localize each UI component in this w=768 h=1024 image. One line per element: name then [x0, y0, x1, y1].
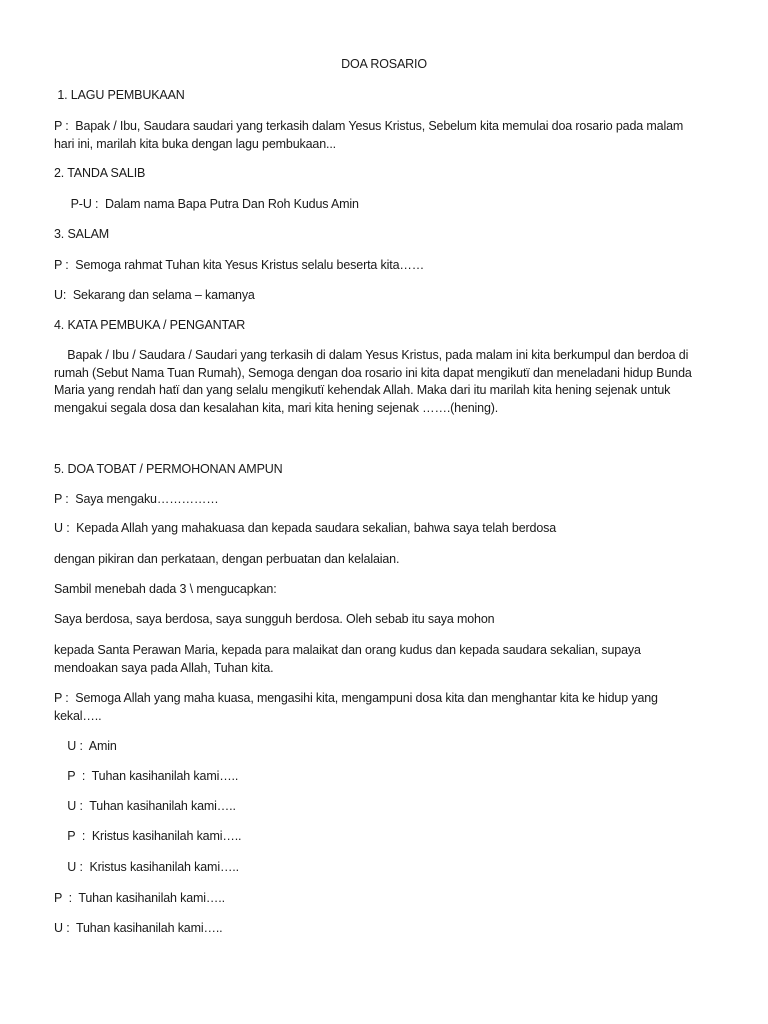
- response-line-4: P : Kristus kasihanilah kami…..: [54, 829, 242, 843]
- section-5-heading: 5. DOA TOBAT / PERMOHONAN AMPUN: [54, 462, 283, 476]
- section-4-line-1: Bapak / Ibu / Saudara / Saudari yang terkasih di dalam Yesus Kristus, pada malam ini kita berkumpul dan berdoa di: [54, 348, 689, 362]
- section-5-line-5: Saya berdosa, saya berdosa, saya sungguh berdosa. Oleh sebab itu saya mohon: [54, 612, 495, 626]
- section-2-heading: 2. TANDA SALIB: [54, 166, 146, 180]
- response-line-2: P : Tuhan kasihanilah kami…..: [54, 769, 239, 783]
- section-5-line-2: U : Kepada Allah yang mahakuasa dan kepada saudara sekalian, bahwa saya telah berdosa: [54, 521, 557, 535]
- section-5-line-1: P : Saya mengaku……………: [54, 492, 219, 506]
- response-line-1: U : Amin: [54, 739, 117, 753]
- response-line-7: U : Tuhan kasihanilah kami…..: [54, 921, 223, 935]
- section-4-line-2: rumah (Sebut Nama Tuan Rumah), Semoga dengan doa rosario ini kita dapat mengikutï dan meneladani hidup Bunda: [54, 366, 692, 380]
- section-3-line-1: P : Semoga rahmat Tuhan kita Yesus Kristus selalu beserta kita……: [54, 258, 425, 272]
- section-5-line-3: dengan pikiran dan perkataan, dengan perbuatan dan kelalaian.: [54, 552, 400, 566]
- response-line-6: P : Tuhan kasihanilah kami…..: [54, 891, 225, 905]
- section-4-line-3: Maria yang rendah hatï dan yang selalu mengikutï kehendak Allah. Maka dari itu marilah kita hening sejenak untuk: [54, 383, 671, 397]
- section-1-line-1: P : Bapak / Ibu, Saudara saudari yang terkasih dalam Yesus Kristus, Sebelum kita memulai doa rosario pada malam: [54, 119, 684, 133]
- section-1-line-2: hari ini, marilah kita buka dengan lagu pembukaan...: [54, 137, 336, 151]
- document-title: DOA ROSARIO: [341, 57, 427, 71]
- section-3-heading: 3. SALAM: [54, 227, 110, 241]
- section-5-line-6a: kepada Santa Perawan Maria, kepada para malaikat dan orang kudus dan kepada saudara sekalian, supaya: [54, 643, 641, 657]
- section-2-line-1: P-U : Dalam nama Bapa Putra Dan Roh Kudus Amin: [54, 197, 359, 211]
- section-4-line-4: mengakui segala dosa dan kesalahan kita, mari kita hening sejenak …….(hening).: [54, 401, 499, 415]
- response-line-5: U : Kristus kasihanilah kami…..: [54, 860, 239, 874]
- section-1-heading: 1. LAGU PEMBUKAAN: [54, 88, 185, 102]
- section-5-line-7a: P : Semoga Allah yang maha kuasa, mengasihi kita, mengampuni dosa kita dan menghantar kita ke hidup yang: [54, 691, 658, 705]
- response-line-3: U : Tuhan kasihanilah kami…..: [54, 799, 236, 813]
- section-3-line-2: U: Sekarang dan selama – kamanya: [54, 288, 255, 302]
- section-5-line-7b: kekal…..: [54, 709, 102, 723]
- section-5-line-6b: mendoakan saya pada Allah, Tuhan kita.: [54, 661, 274, 675]
- section-5-line-4: Sambil menebah dada 3 \ mengucapkan:: [54, 582, 277, 596]
- section-4-heading: 4. KATA PEMBUKA / PENGANTAR: [54, 318, 246, 332]
